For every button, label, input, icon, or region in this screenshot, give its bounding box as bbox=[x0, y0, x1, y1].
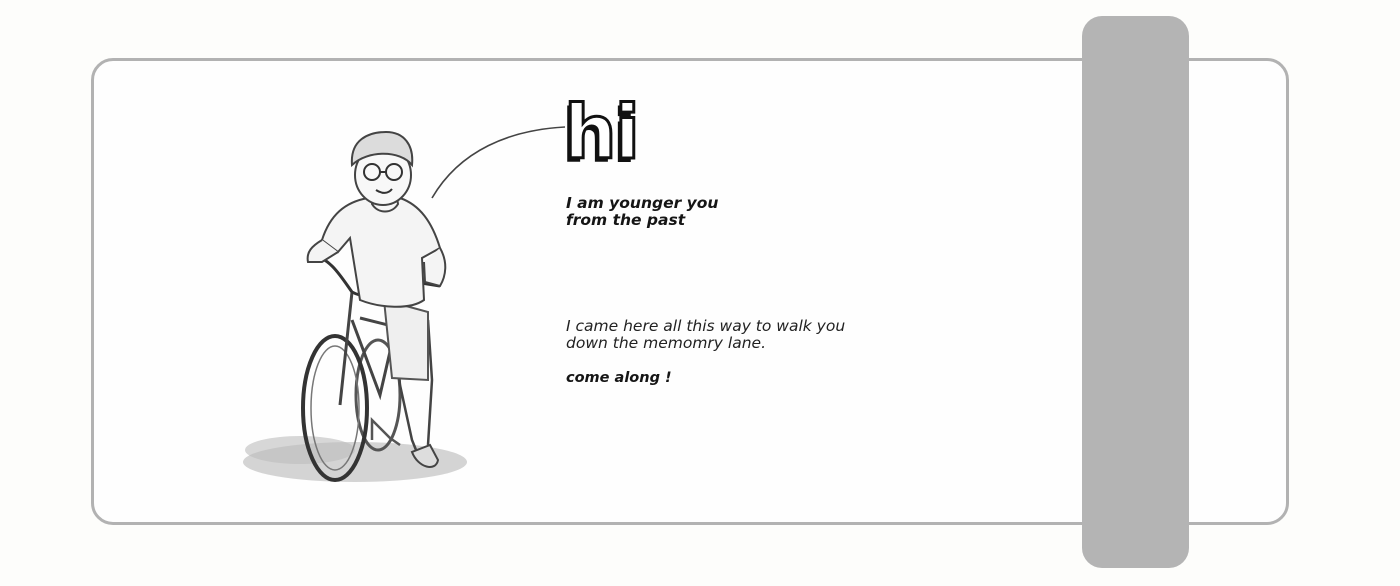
greeting-title: hi bbox=[564, 90, 639, 176]
side-tab[interactable] bbox=[1082, 16, 1189, 568]
call-to-action-text: come along ! bbox=[566, 370, 672, 386]
subtitle: I am younger you from the past bbox=[566, 194, 719, 229]
message-text: I came here all this way to walk you down the memomry lane. bbox=[566, 317, 846, 352]
t-shirt bbox=[322, 198, 440, 307]
speech-curve-icon bbox=[432, 127, 565, 198]
